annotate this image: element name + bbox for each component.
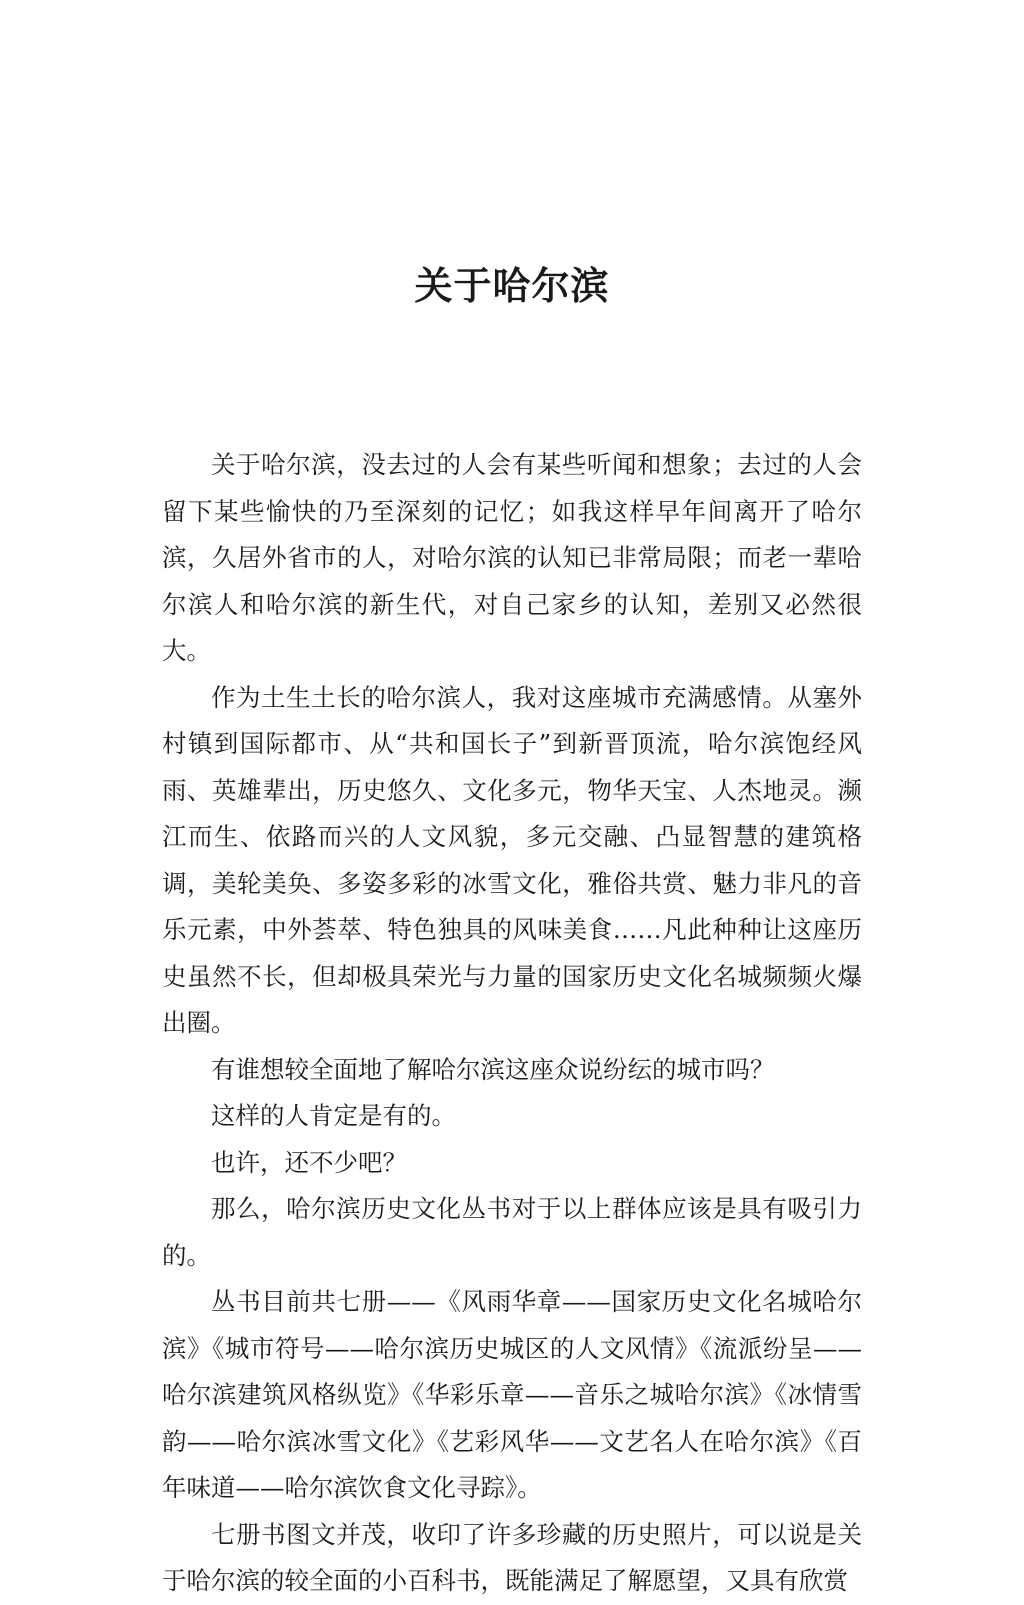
paragraph-4: 这样的人肯定是有的。 bbox=[211, 1101, 456, 1130]
paragraph-1: 关于哈尔滨，没去过的人会有某些听闻和想象；去过的人会留下某些愉快的乃至深刻的记忆；如我这样早年间离开了哈尔滨，久居外省市的人，对哈尔滨的认知已非常局限；而老一辈哈尔滨人和哈尔滨的新生代，对自己家乡的认知，差别又必然很大。 bbox=[162, 450, 862, 665]
page-title: 关于哈尔滨 bbox=[414, 263, 610, 308]
paragraph-2: 作为土生土长的哈尔滨人，我对这座城市充满感情。从塞外村镇到国际都市、从“共和国长子”到新晋顶流，哈尔滨饱经风雨、英雄辈出，历史悠久、文化多元，物华天宝、人杰地灵。濒江而生、依路而兴的人文风貌，多元交融、凸显智慧的建筑格调，美轮美奂、多姿多彩的冰雪文化，雅俗共赏、魅力非凡的音乐元素，中外荟萃、特色独具的风味美食……凡此种种让这座历史虽然不长，但却极具荣光与力量的国家历史文化名城频频火爆出圈。 bbox=[162, 682, 862, 1037]
paragraph-6: 那么，哈尔滨历史文化丛书对于以上群体应该是具有吸引力的。 bbox=[162, 1194, 862, 1270]
paragraph-8: 七册书图文并茂，收印了许多珍藏的历史照片，可以说是关于哈尔滨的较全面的小百科书，既能满足了解愿望，又具有欣赏 bbox=[162, 1519, 862, 1595]
paragraph-3: 有谁想较全面地了解哈尔滨这座众说纷纭的城市吗？ bbox=[211, 1054, 775, 1084]
body-text bbox=[162, 442, 862, 1605]
paragraph-5: 也许，还不少吧？ bbox=[211, 1147, 407, 1177]
paragraph-7: 丛书目前共七册——《风雨华章——国家历史文化名城哈尔滨》《城市符号——哈尔滨历史城区的人文风情》《流派纷呈——哈尔滨建筑风格纵览》《华彩乐章——音乐之城哈尔滨》《冰情雪韵——哈尔滨冰雪文化》《艺彩风华——文艺名人在哈尔滨》《百年味道——哈尔滨饮食文化寻踪》。 bbox=[162, 1287, 862, 1502]
